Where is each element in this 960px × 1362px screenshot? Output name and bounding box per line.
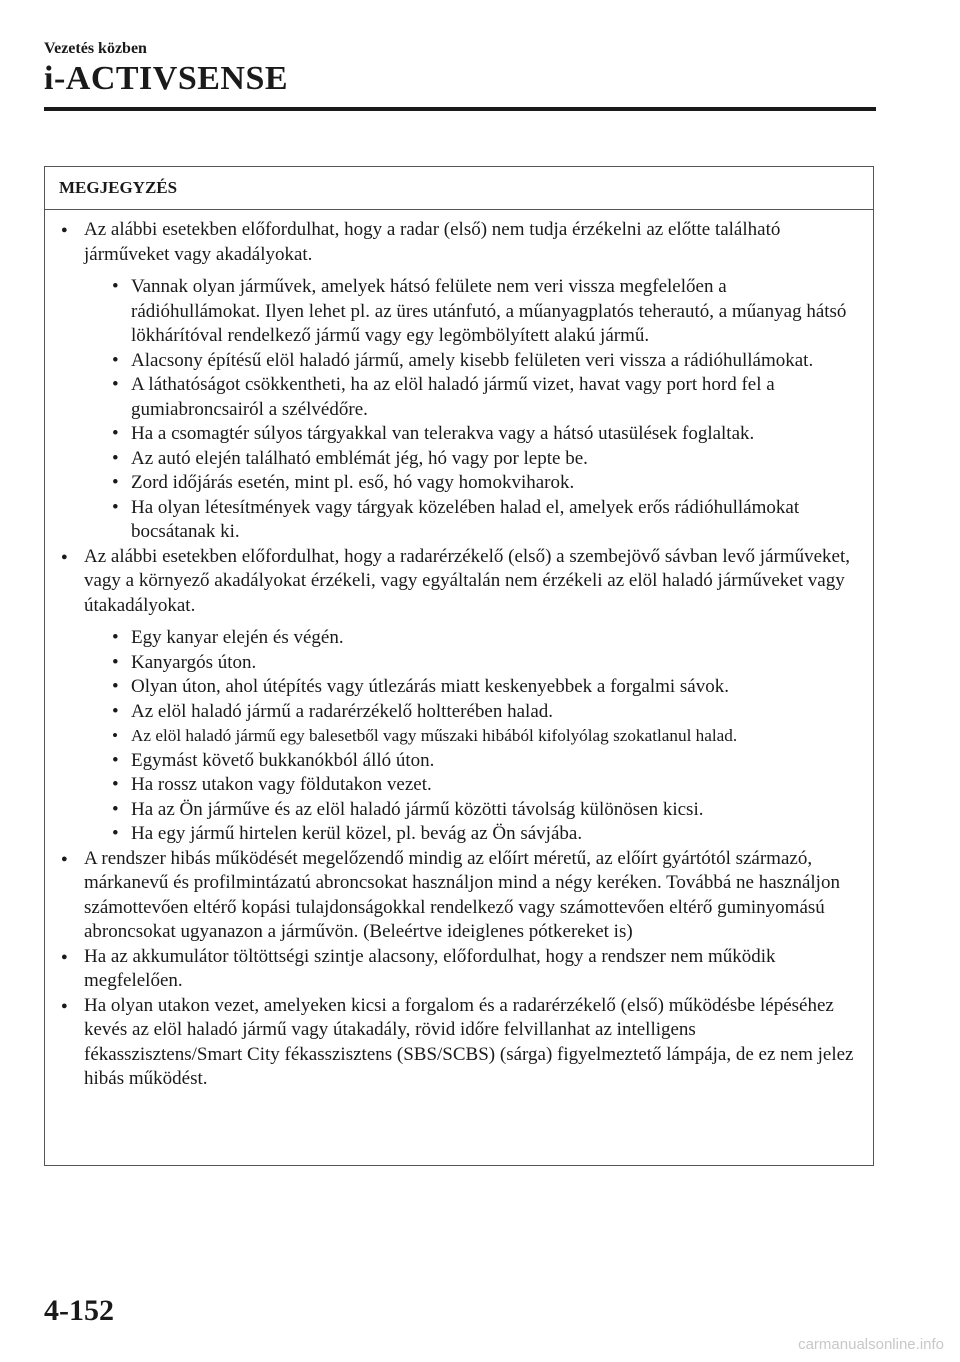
note-subitem: • Ha a csomagtér súlyos tárgyakkal van telerakva vagy a hátsó utasülések foglaltak. [84,422,855,447]
note-sublist [84,626,855,847]
note-item-text: Ha olyan utakon vezet, amelyeken kicsi a forgalom és a radarérzékelő (első) működésbe lépéséhez kevés az elöl haladó jármű vagy útakadály, rövid időre felvillanhat az intelligens fékasszisztens/Smart City fékasszisztens (SBS/SCBS) (sárga) figyelmeztető lámpája, de ez nem jelez hibás működést. [84,994,854,1089]
note-item [59,218,855,545]
page-number: 4-152 [44,1294,114,1327]
note-item-text: Az alábbi esetekben előfordulhat, hogy a radar (első) nem tudja érzékelni az előtte található járműveket vagy akadályokat. [84,219,781,265]
note-subitem: • Ha rossz utakon vagy földutakon vezet. [84,773,855,798]
note-item [59,945,855,994]
note-subitem: • Zord időjárás esetén, mint pl. eső, hó vagy homokviharok. [84,471,855,496]
note-subitem: • Vannak olyan járművek, amelyek hátsó felülete nem veri vissza megfelelően a rádióhullámokat. Ilyen lehet pl. az üres utánfutó, a műanyagplatós teherautó, a műanyag hátsó lökhárítóval rendelkező jármű vagy egy legömbölyített alakú jármű. [84,275,855,349]
note-item-text: Az alábbi esetekben előfordulhat, hogy a radarérzékelő (első) a szembejövő sávban levő járműveket, vagy a környező akadályokat érzékeli, vagy egyáltalán nem érzékeli az elöl haladó járműveket vagy útakadályokat. [84,545,851,616]
note-subitem: • Alacsony építésű elöl haladó jármű, amely kisebb felületen veri vissza a rádióhullámokat. [84,349,855,374]
note-sublist [84,275,855,545]
note-item-text: Ha az akkumulátor töltöttségi szintje alacsony, előfordulhat, hogy a rendszer nem működik megfelelően. [84,945,776,991]
note-subitem: • Ha olyan létesítmények vagy tárgyak közelében halad el, amelyek erős rádióhullámokat bocsátanak ki. [84,496,855,545]
note-item [59,545,855,847]
note-subitem: • Az autó elején található emblémát jég, hó vagy por lepte be. [84,447,855,472]
note-subitem: • Egy kanyar elején és végén. [84,626,855,651]
note-item [59,847,855,945]
note-subitem: • Egymást követő bukkanókból álló úton. [84,749,855,774]
note-body [45,210,873,1092]
note-item-text: A rendszer hibás működését megelőzendő mindig az előírt méretű, az előírt gyártótól származó, márkanevű és profilmintázatú abroncsokat használjon mind a négy keréken. Továbbá ne használjon számottevően eltérő kopási tulajdonságokkal rendelkező vagy számottevően eltérő guminyomású abroncsokat ugyanazon a járművön. (Beleértve ideiglenes pótkereket is) [84,847,840,942]
note-subitem: • Ha egy jármű hirtelen kerül közel, pl. bevág az Ön sávjába. [84,822,855,847]
note-subitem: • Ha az Ön járműve és az elöl haladó jármű közötti távolság különösen kicsi. [84,798,855,823]
note-subitem: • A láthatóságot csökkentheti, ha az elöl haladó jármű vizet, havat vagy port hord fel a gumiabroncsairól a szélvédőre. [84,373,855,422]
note-subitem: • Kanyargós úton. [84,651,855,676]
section-label: Vezetés közben [44,40,147,57]
note-item [59,994,855,1092]
page-title: i-ACTIVSENSE [44,60,289,97]
note-subitem: • Az elöl haladó jármű egy balesetből vagy műszaki hibából kifolyólag szokatlanul halad. [84,724,855,749]
title-divider [44,107,876,111]
note-box [44,166,874,1166]
note-subitem: • Olyan úton, ahol útépítés vagy útlezárás miatt keskenyebbek a forgalmi sávok. [84,675,855,700]
watermark: carmanualsonline.info [798,1336,944,1353]
note-subitem: • Az elöl haladó jármű a radarérzékelő holtterében halad. [84,700,855,725]
note-heading: MEGJEGYZÉS [45,167,873,210]
